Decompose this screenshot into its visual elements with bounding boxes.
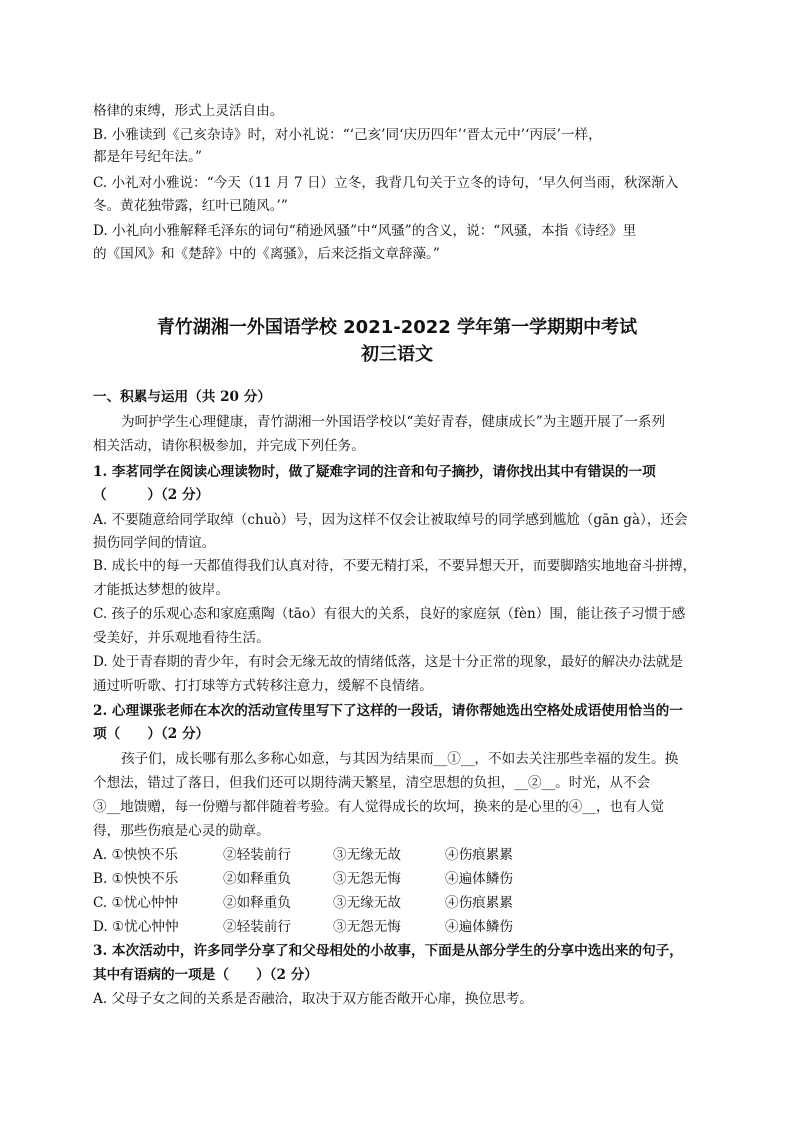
option-cell: ②如释重负 <box>223 895 291 911</box>
exam-subtitle: 初三语文 <box>361 344 433 365</box>
question-2-passage: 个想法，错过了落日，但我们还可以期待满天繁星，清空思想的负担，__②__。时光，从不会 <box>93 775 651 791</box>
question-1-stem: 1. 李茗同学在阅读心理读物时，做了疑难字词的注音和句子摘抄，请你找出其中有错误的一项 <box>93 464 656 480</box>
section-intro: 相关活动，请你积极参加，并完成下列任务。 <box>93 438 365 454</box>
question-2-stem: 项（ ）（2 分） <box>93 726 210 742</box>
text-line: C. 小礼对小雅说：“今天（11 月 7 日）立冬，我背几句关于立冬的诗句，‘早久何当雨，秋深渐入 <box>93 175 679 191</box>
question-2-option-row <box>93 894 513 912</box>
text-line: 都是年号纪年法。” <box>93 149 202 165</box>
option-cell: D. ①忧心忡忡 <box>93 919 179 935</box>
question-3-option: A. 父母子女之间的关系是否融洽，取决于双方能否敞开心扉，换位思考。 <box>93 991 533 1007</box>
option-cell: C. ①忧心忡忡 <box>93 895 179 911</box>
question-1-option: 才能抵达梦想的彼岸。 <box>93 582 229 598</box>
question-1-option: 损伤同学间的情谊。 <box>93 535 216 551</box>
question-2-stem: 2. 心理课张老师在本次的活动宣传里写下了这样的一段话，请你帮她选出空格处成语使用恰当的一 <box>93 703 683 719</box>
question-1-option: D. 处于青春期的青少年，有时会无缘无故的情绪低落，这是十分正常的现象，最好的解决办法就是 <box>93 654 683 670</box>
section-heading: 一、积累与运用（共 20 分） <box>93 389 271 405</box>
question-2-passage: ③__地馈赠，每一份赠与都伴随着考验。有人觉得成长的坎坷，换来的是心里的④__，也有人觉 <box>93 799 664 815</box>
text-line: 格律的束缚，形式上灵活自由。 <box>93 103 284 119</box>
option-cell: B. ①怏怏不乐 <box>93 871 179 887</box>
option-cell: ②轻装前行 <box>223 919 291 935</box>
option-cell: ③无缘无故 <box>333 847 401 863</box>
option-cell: ④遍体鳞伤 <box>445 871 513 887</box>
option-cell: ③无怨无悔 <box>333 871 401 887</box>
text-line: 冬。黄花独带露，红叶已随风。’” <box>93 198 288 214</box>
section-intro: 为呵护学生心理健康，青竹湖湘一外国语学校以“美好青春，健康成长”为主题开展了一系列 <box>121 414 666 430</box>
question-2-option-row <box>93 918 513 936</box>
question-3-stem: 其中有语病的一项是（ ）（2 分） <box>93 967 318 983</box>
question-2-passage: 孩子们，成长哪有那么多称心如意，与其因为结果而__①__，不如去关注那些幸福的发生。换 <box>121 751 679 767</box>
text-line: D. 小礼向小雅解释毛泽东的词句“稍逊风骚”中“风骚”的含义，说：“风骚，本指《诗经》里 <box>93 223 637 239</box>
option-cell: ④伤痕累累 <box>445 847 513 863</box>
text-line: B. 小雅读到《己亥杂诗》时，对小礼说：“‘己亥’同‘庆历四年’‘晋太元中’‘丙辰’一样， <box>93 127 602 143</box>
exam-title: 青竹湖湘一外国语学校 2021-2022 学年第一学期期中考试 <box>156 317 638 338</box>
question-1-option: 受美好，并乐观地看待生活。 <box>93 630 270 646</box>
question-2-option-row <box>93 870 513 888</box>
question-1-stem: （ ）（2 分） <box>93 487 210 503</box>
option-cell: ④伤痕累累 <box>445 895 513 911</box>
option-cell: A. ①怏怏不乐 <box>93 847 179 863</box>
question-1-option: A. 不要随意给同学取绰（chuò）号，因为这样不仅会让被取绰号的同学感到尴尬（gān gà），还会 <box>93 512 688 528</box>
option-cell: ③无怨无悔 <box>333 919 401 935</box>
text-line: 的《国风》和《楚辞》中的《离骚》，后来泛指文章辞藻。” <box>93 246 440 262</box>
question-2-option-row <box>93 846 513 864</box>
option-cell: ②如释重负 <box>223 871 291 887</box>
option-cell: ③无缘无故 <box>333 895 401 911</box>
question-3-stem: 3. 本次活动中，许多同学分享了和父母相处的小故事，下面是从部分学生的分享中选出来的句子， <box>93 943 683 959</box>
question-1-option: C. 孩子的乐观心态和家庭熏陶（tāo）有很大的关系，良好的家庭氛（fèn）围，能让孩子习惯于感 <box>93 606 686 622</box>
question-1-option: 通过听听歌、打打球等方式转移注意力，缓解不良情绪。 <box>93 678 433 694</box>
option-cell: ④遍体鳞伤 <box>445 919 513 935</box>
question-1-option: B. 成长中的每一天都值得我们认真对待，不要无精打采，不要异想天开，而要脚踏实地地奋斗拼搏， <box>93 558 697 574</box>
question-2-passage: 得，那些伤痕是心灵的勋章。 <box>93 823 270 839</box>
option-cell: ②轻装前行 <box>223 847 291 863</box>
